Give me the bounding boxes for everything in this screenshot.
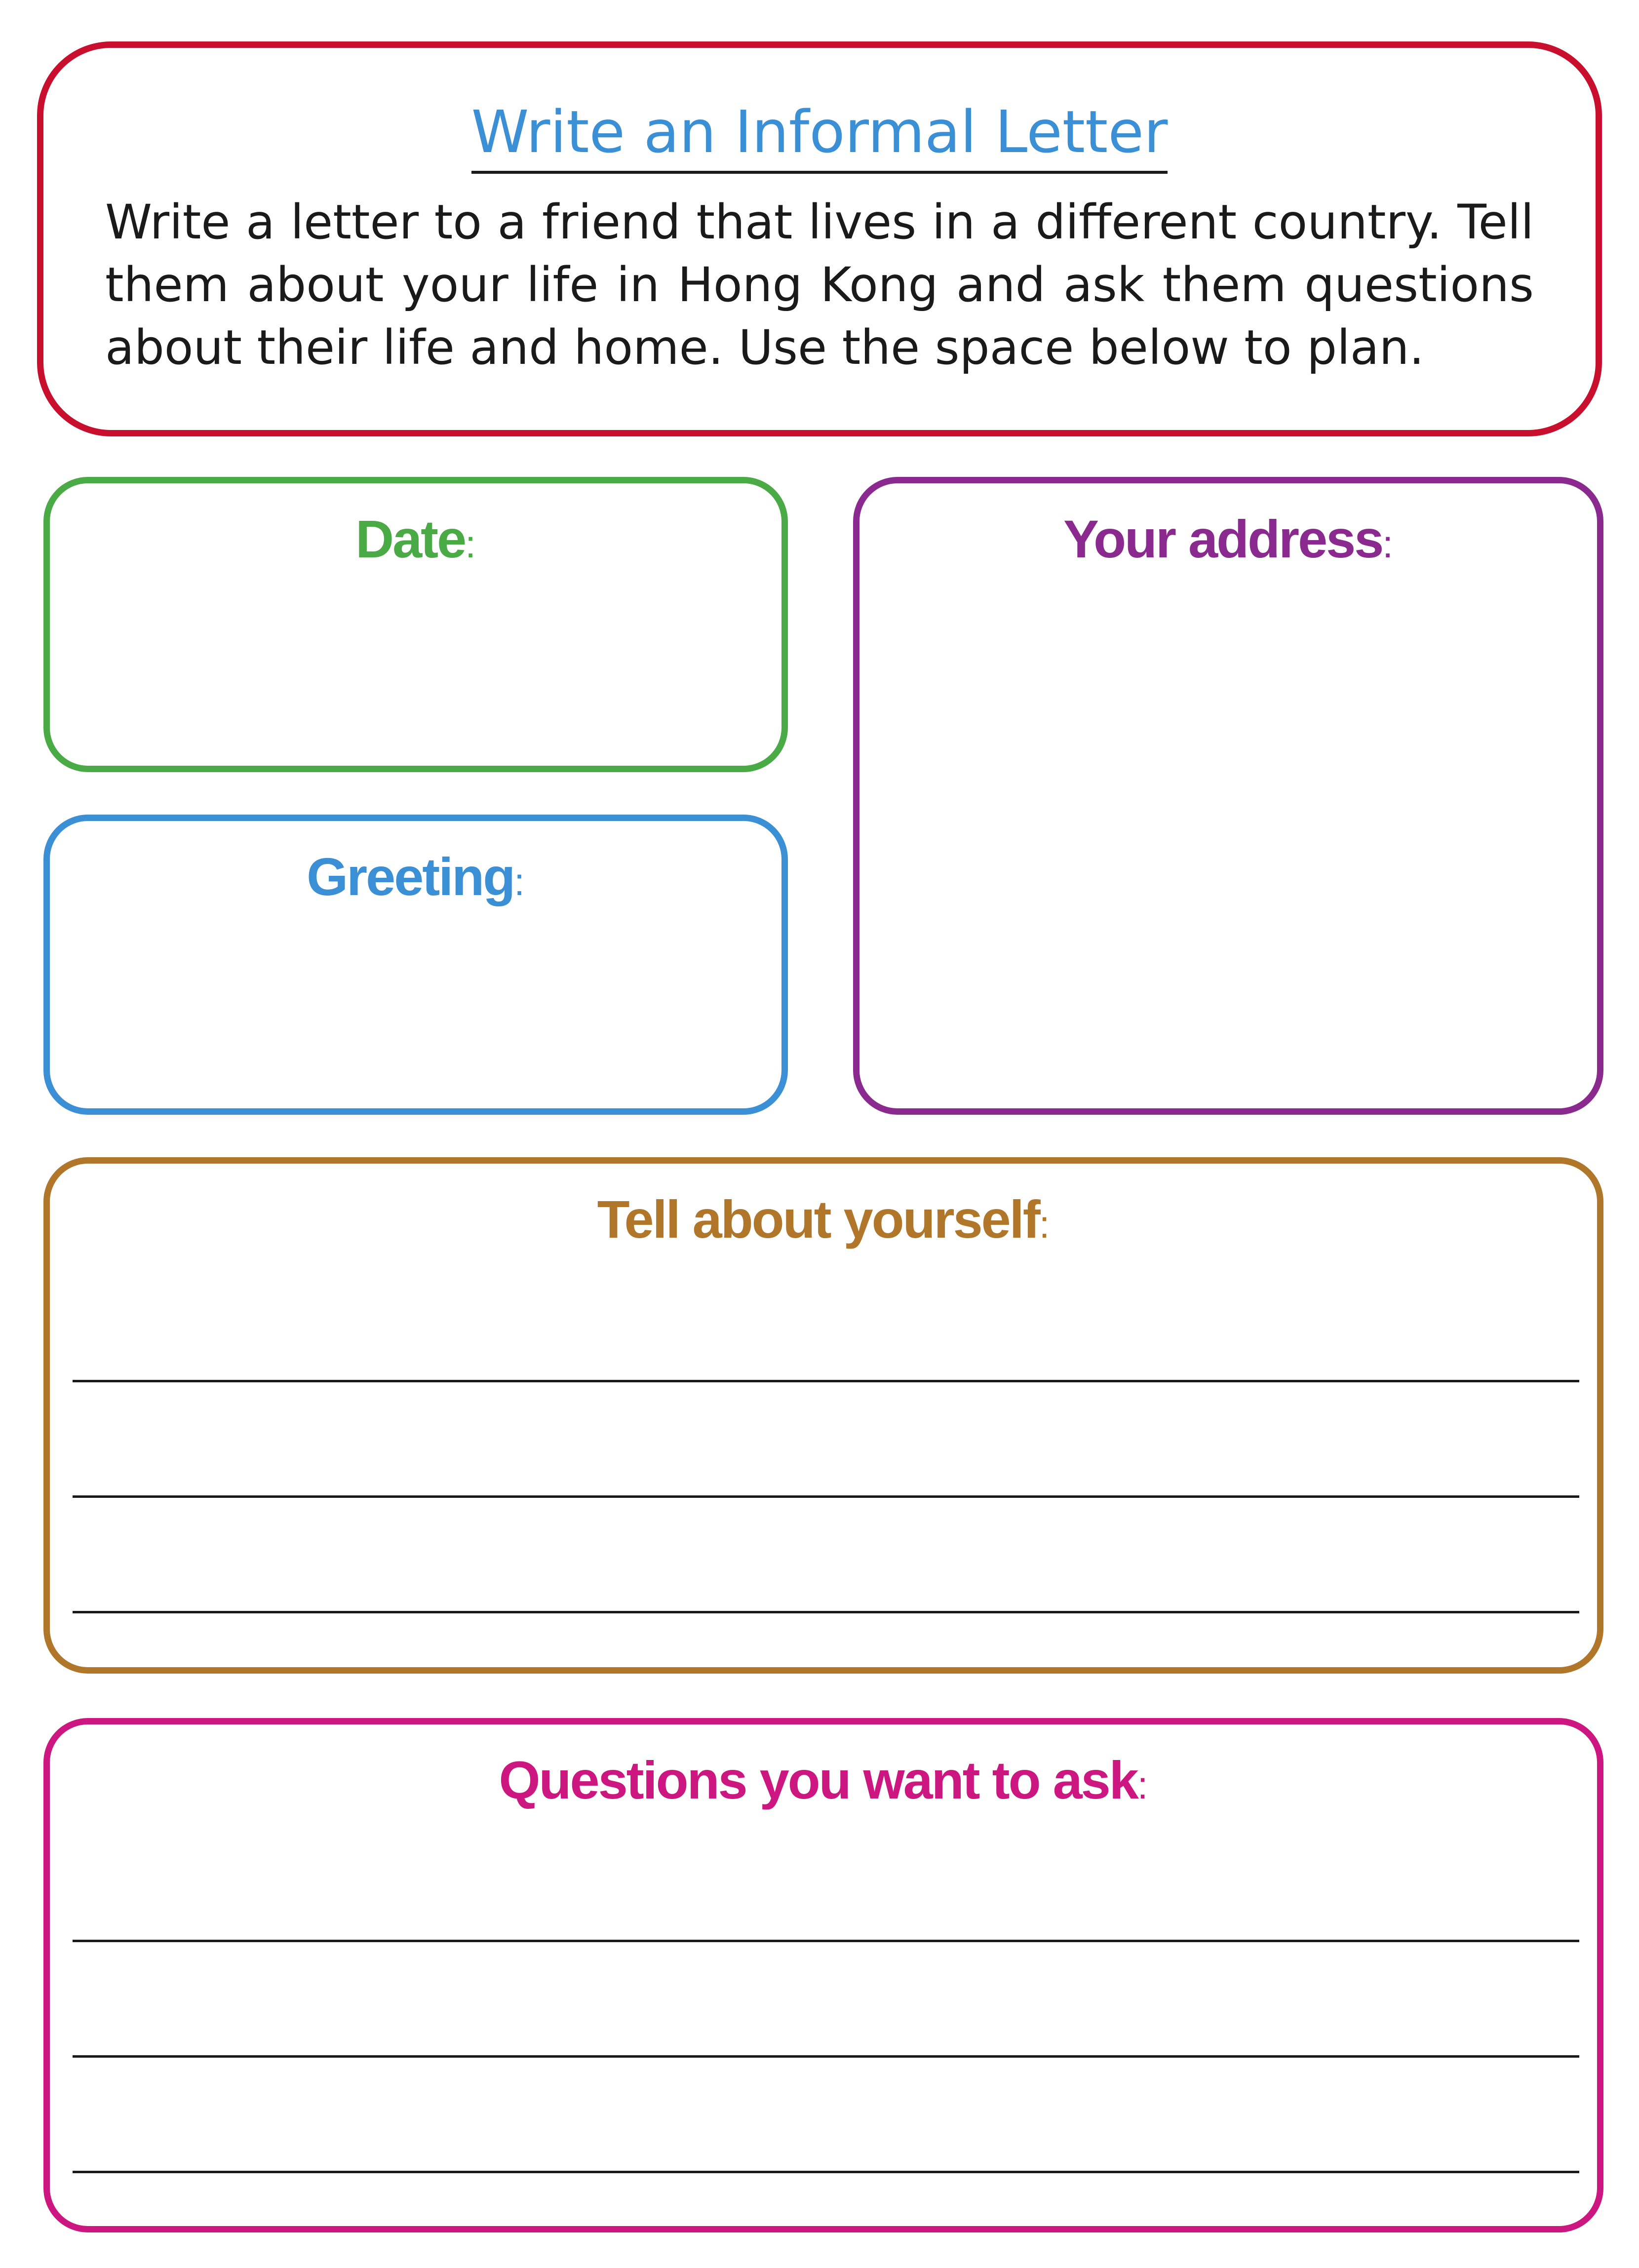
address-label-colon: : [1382,522,1393,566]
writing-line[interactable] [73,1380,1579,1382]
address-box[interactable] [853,477,1603,1115]
date-box[interactable] [43,477,788,772]
writing-line[interactable] [73,1495,1579,1498]
writing-line[interactable] [73,1611,1579,1613]
date-label-colon: : [465,522,476,566]
writing-line[interactable] [73,1940,1579,1942]
greeting-label [50,846,781,907]
date-label [50,508,781,570]
about-label [50,1188,1597,1250]
address-label-text: Your address [1063,509,1383,569]
about-label-text: Tell about yourself [597,1189,1039,1249]
writing-line[interactable] [73,2055,1579,2058]
about-yourself-box [43,1157,1603,1674]
instructions-panel [37,41,1602,436]
greeting-label-text: Greeting [307,847,514,906]
questions-label [50,1749,1597,1811]
questions-box [43,1718,1603,2232]
page-title [43,97,1596,167]
about-label-colon: : [1039,1203,1050,1246]
date-label-text: Date [355,509,466,569]
writing-line[interactable] [73,2171,1579,2173]
questions-label-text: Questions you want to ask [499,1750,1137,1810]
address-label [859,508,1597,570]
greeting-label-colon: : [514,860,525,903]
greeting-box[interactable] [43,815,788,1115]
page-title-text: Write an Informal Letter [471,98,1168,174]
instructions-text: Write a letter to a friend that lives in a different country. Tell them about your life in Hong Kong and ask them questions about their life and home. Use the space below to plan. [105,195,1534,375]
questions-label-colon: : [1137,1763,1148,1807]
